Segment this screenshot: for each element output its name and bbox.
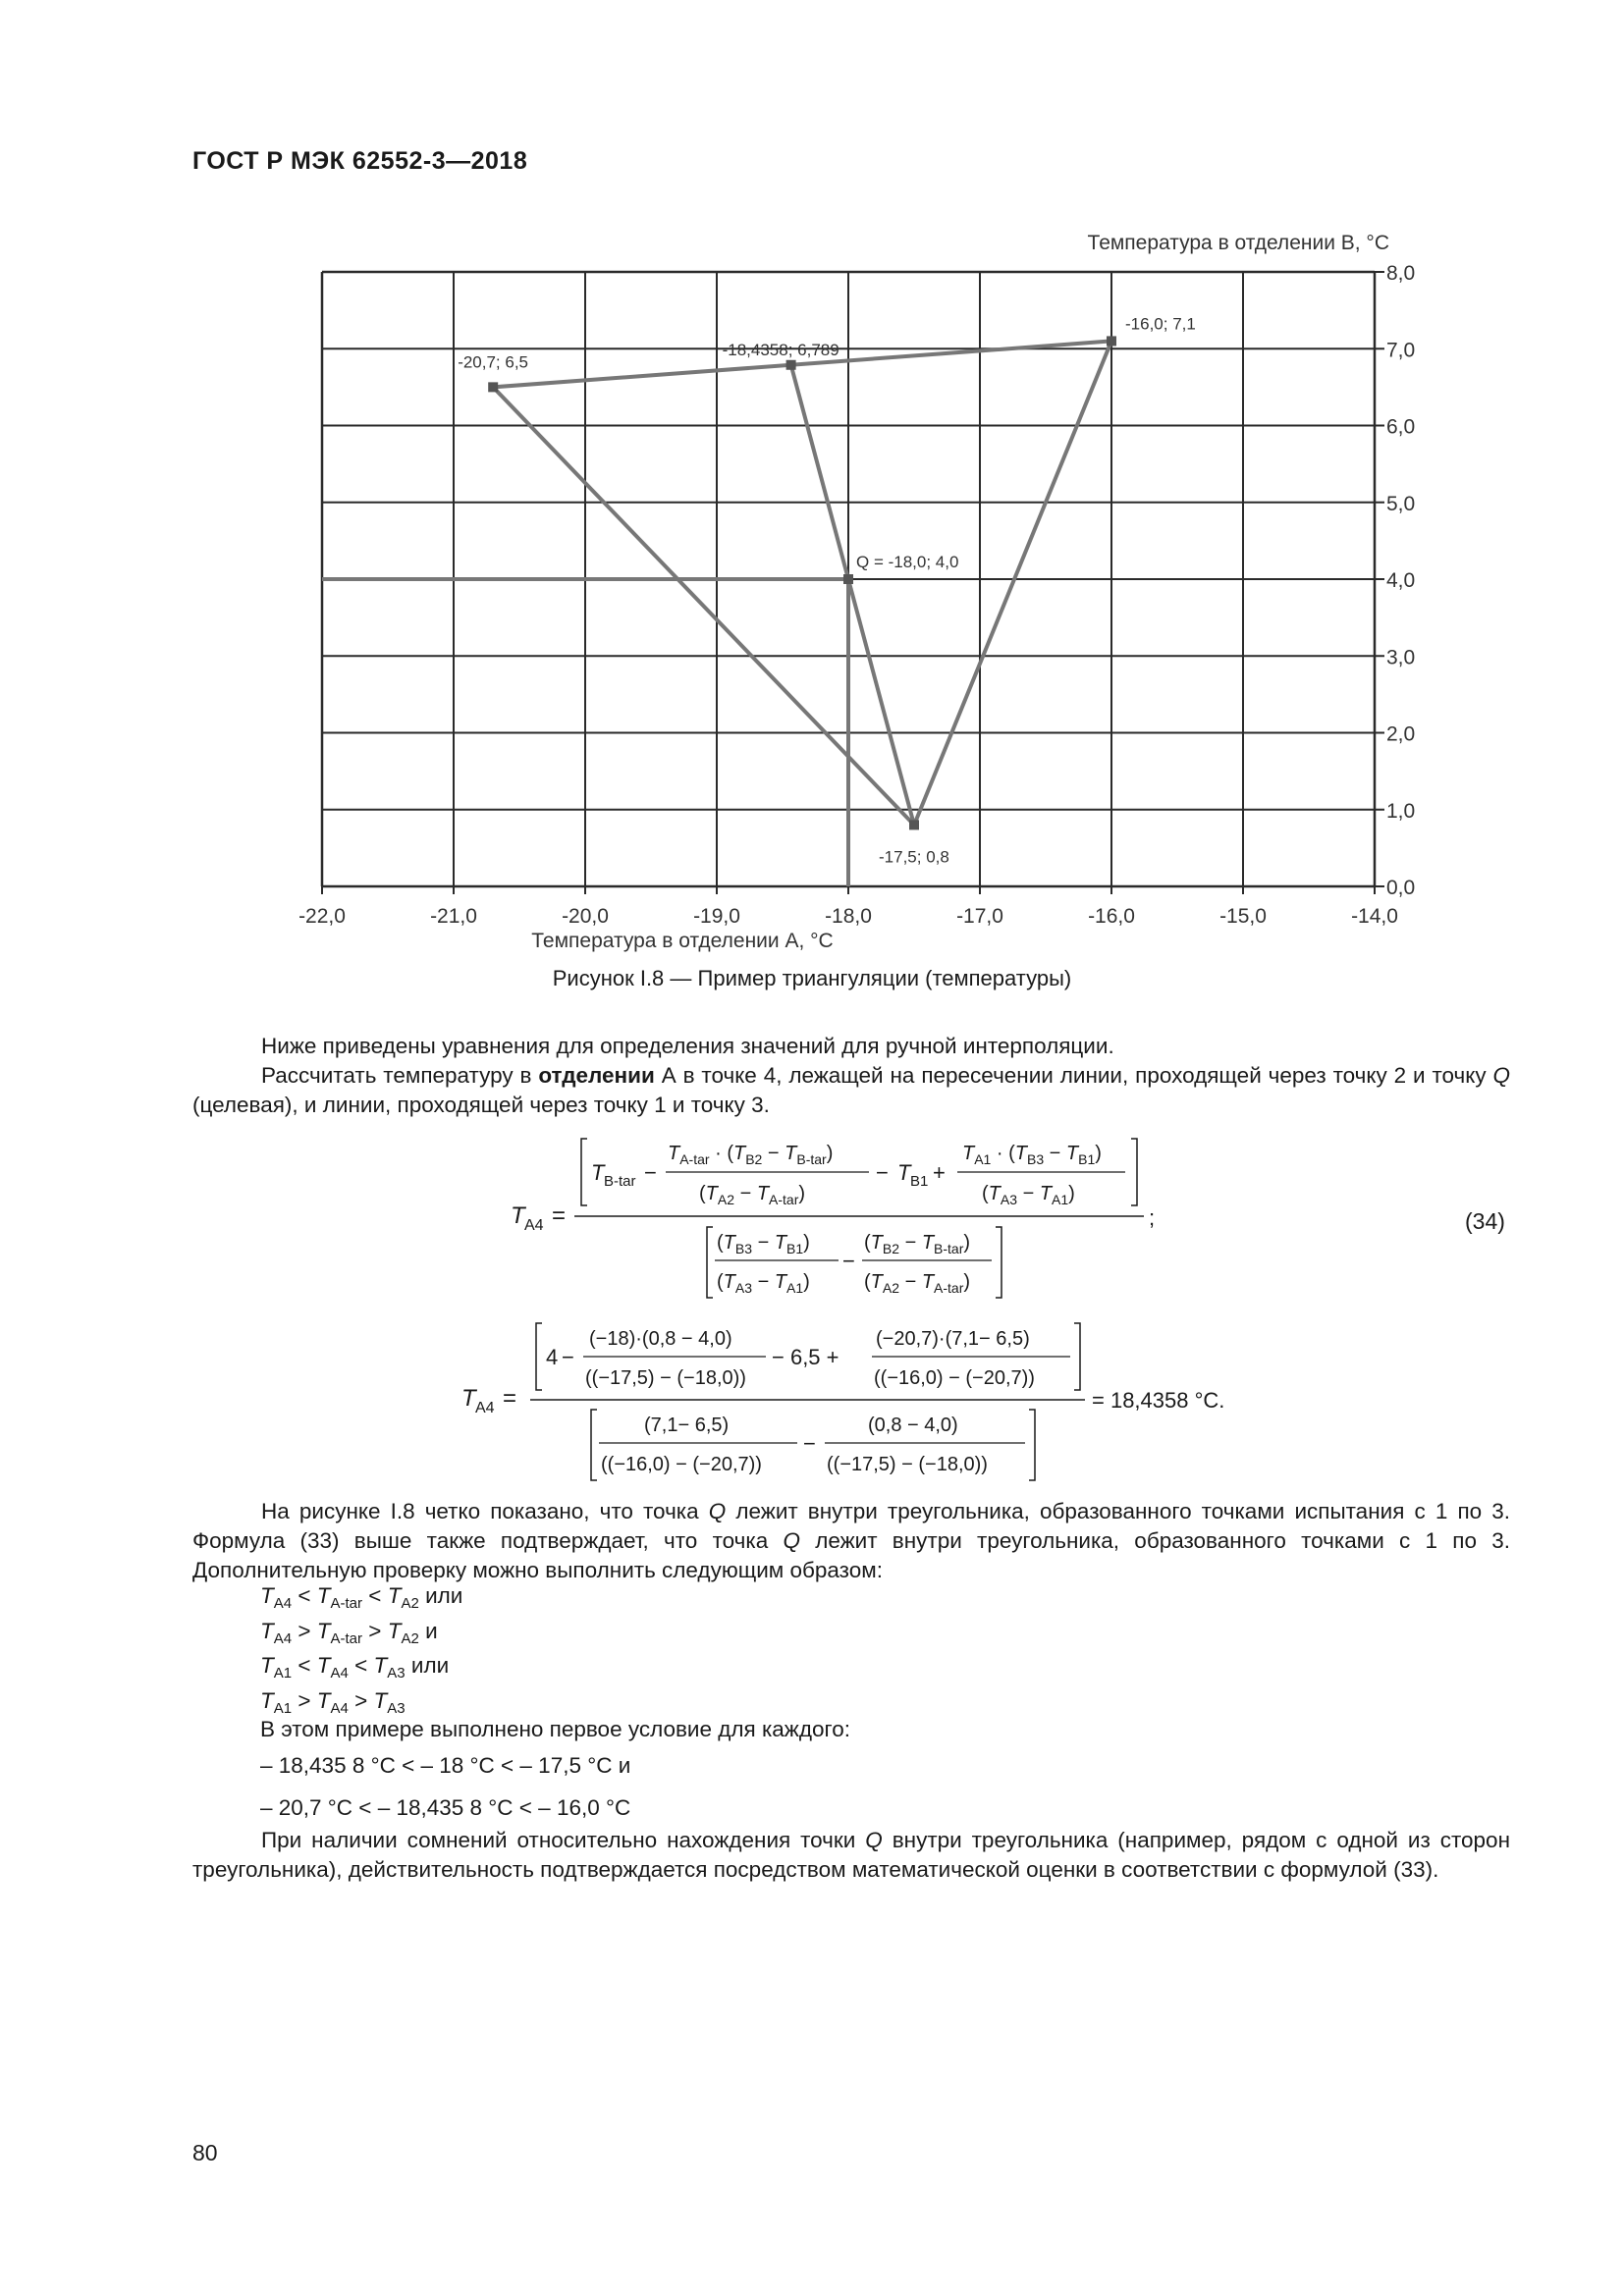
x-axis-label: Температура в отделении А, °С (531, 930, 834, 952)
svg-text:(TA3 − TA1): $(T_{A3} - T_{A1})$ (982, 1183, 1075, 1207)
svg-text:(TA3 − TA1): $(T_{A3} - T_{A1})$ (717, 1271, 810, 1296)
svg-text:(TA2 − TA-tar): $(T_{A2} - T_{A-tar})$ (699, 1183, 806, 1207)
equation-34-symbolic (481, 1129, 1542, 1306)
svg-text:A4: A4 (524, 1217, 544, 1234)
svg-text:T: T (511, 1202, 525, 1229)
paragraph-conclusion: На рисунке I.8 четко показано, что точка Q лежит внутри треугольника, образованного точками испытания с 1 по 3. Формула (33) выше также подтверждает, что точка Q лежит внутри треугольника, образованного точками с 1 по 3. Дополнительную проверку можно выполнить следующим образом: (192, 1499, 1511, 1582)
data-point-label: -18,4358; 6,789 (722, 340, 839, 359)
condition-1: $T_{A4} < T_{A-tar} < T_{A2}$ или (260, 1583, 463, 1612)
svg-text:(7,1− 6,5): (7,1− 6,5) (644, 1415, 730, 1436)
x-tick-label: -20,0 (562, 905, 609, 928)
x-tick-label: -16,0 (1088, 905, 1135, 928)
svg-text:−: − (562, 1345, 574, 1369)
inequality-2: – 20,7 °С < – 18,435 8 °С < – 16,0 °С (260, 1795, 631, 1820)
svg-text:−: − (842, 1249, 855, 1273)
y-tick-labels (1386, 262, 1415, 899)
data-point-label: -20,7; 6,5 (458, 352, 529, 372)
y-tick-label: 7,0 (1386, 339, 1416, 362)
paragraph-example: В этом примере выполнено первое условие для каждого: (260, 1717, 850, 1741)
svg-text:−: − (876, 1160, 889, 1185)
svg-text:(34): (34) (1465, 1208, 1505, 1234)
svg-text:(TA2 − TA-tar): $(T_{A2} - T_{A-tar})$ (864, 1271, 971, 1296)
triangulation-chart (0, 0, 1624, 962)
y-axis-label: Температура в отделении В, °С (1087, 232, 1389, 254)
svg-text:((−16,0) − (−20,7)): ((−16,0) − (−20,7)) (601, 1454, 762, 1475)
svg-text:(TB3 − TB1): $(T_{B3} - T_{B1})$ (717, 1232, 810, 1256)
svg-text:T: T (591, 1160, 605, 1185)
svg-text:= 18,4358 °С.: = 18,4358 °С. (1092, 1388, 1225, 1413)
svg-text:((−16,0) − (−20,7)): ((−16,0) − (−20,7)) (874, 1367, 1035, 1389)
document-header: ГОСТ Р МЭК 62552-3—2018 (192, 147, 528, 175)
data-point (909, 820, 919, 829)
condition-3: $T_{A1} < T_{A4} < T_{A3}$ или (260, 1653, 450, 1682)
y-tick-label: 3,0 (1386, 646, 1416, 669)
svg-text:=: = (552, 1202, 567, 1229)
svg-text:((−17,5) − (−18,0)): ((−17,5) − (−18,0)) (585, 1367, 746, 1389)
svg-text:4: 4 (546, 1345, 559, 1369)
page-number: 80 (192, 2140, 218, 2165)
data-point-label: -16,0; 7,1 (1125, 314, 1196, 334)
x-tick-labels (298, 905, 1398, 928)
figure-caption: Рисунок I.8 — Пример триангуляции (температуры) (552, 966, 1072, 990)
data-point (786, 360, 796, 370)
svg-text:=: = (503, 1385, 517, 1412)
svg-text:T: T (461, 1385, 476, 1412)
y-tick-label: 1,0 (1386, 799, 1416, 823)
svg-text:B-tar: B-tar (604, 1173, 636, 1190)
paragraph-doubt: При наличии сомнений относительно нахождения точки Q внутри треугольника (например, рядом с одной из сторон треугольника), действительность подтверждается посредством математической оценки в соответствии с формулой (33). (192, 1828, 1510, 1882)
condition-4: $T_{A1} > T_{A4} > T_{A3}$ (260, 1688, 406, 1717)
svg-text:−: − (644, 1160, 657, 1185)
svg-text:+: + (933, 1160, 946, 1185)
x-tick-label: -22,0 (298, 905, 346, 928)
data-point (1107, 336, 1116, 346)
data-point (843, 574, 853, 584)
y-tick-label: 6,0 (1386, 415, 1416, 439)
x-tick-label: -17,0 (956, 905, 1003, 928)
x-tick-label: -15,0 (1219, 905, 1267, 928)
svg-text:;: ; (1149, 1205, 1156, 1230)
x-tick-label: -21,0 (430, 905, 477, 928)
svg-text:− 6,5 +: − 6,5 + (772, 1345, 839, 1369)
chart-line (914, 341, 1111, 825)
svg-text:TA1 · (TB3 − TB1): $T_{A1} \cdot (T_{B3} - T_{B1})$ (962, 1143, 1102, 1167)
svg-text:(TB2 − TB-tar): $(T_{B2} - T_{B-tar})$ (864, 1232, 971, 1256)
equation-34-numeric (452, 1315, 1257, 1492)
svg-text:B1: B1 (910, 1173, 929, 1190)
data-point (488, 382, 498, 392)
svg-text:T: T (897, 1160, 911, 1185)
condition-2: $T_{A4} > T_{A-tar} > T_{A2}$ и (260, 1619, 438, 1647)
svg-text:(−18)·(0,8 − 4,0): (−18)·(0,8 − 4,0) (589, 1328, 732, 1350)
data-point-label: Q = -18,0; 4,0 (856, 553, 959, 571)
svg-text:(0,8 − 4,0): (0,8 − 4,0) (868, 1415, 958, 1436)
svg-text:((−17,5) − (−18,0)): ((−17,5) − (−18,0)) (827, 1454, 988, 1475)
svg-text:(−20,7)·(7,1− 6,5): (−20,7)·(7,1− 6,5) (876, 1328, 1030, 1350)
y-tick-label: 4,0 (1386, 569, 1416, 592)
y-tick-label: 2,0 (1386, 722, 1416, 746)
y-tick-label: 0,0 (1386, 877, 1416, 899)
x-tick-label: -18,0 (825, 905, 872, 928)
paragraph-intro: Ниже приведены уравнения для определения значений для ручной интерполяции. (261, 1034, 1114, 1058)
inequality-1: – 18,435 8 °С < – 18 °С < – 17,5 °С и (260, 1753, 631, 1778)
chart-line (791, 365, 914, 826)
chart-points (458, 314, 1196, 866)
y-tick-label: 8,0 (1386, 262, 1416, 285)
paragraph-task: Рассчитать температуру в отделении А в точке 4, лежащей на пересечении линии, проходящей через точку 2 и точку Q (целевая), и линии, проходящей через точку 1 и точку 3. (192, 1063, 1510, 1117)
x-tick-label: -14,0 (1351, 905, 1398, 928)
svg-text:A4: A4 (475, 1400, 495, 1416)
data-point-label: -17,5; 0,8 (879, 847, 949, 867)
y-tick-label: 5,0 (1386, 492, 1416, 515)
svg-text:TA-tar · (TB2 − TB-tar): $T_{A-tar} \cdot (T_{B2} - T_{B-tar})$ (668, 1143, 834, 1167)
chart-line (493, 387, 914, 825)
svg-text:−: − (803, 1431, 816, 1456)
x-tick-label: -19,0 (693, 905, 740, 928)
